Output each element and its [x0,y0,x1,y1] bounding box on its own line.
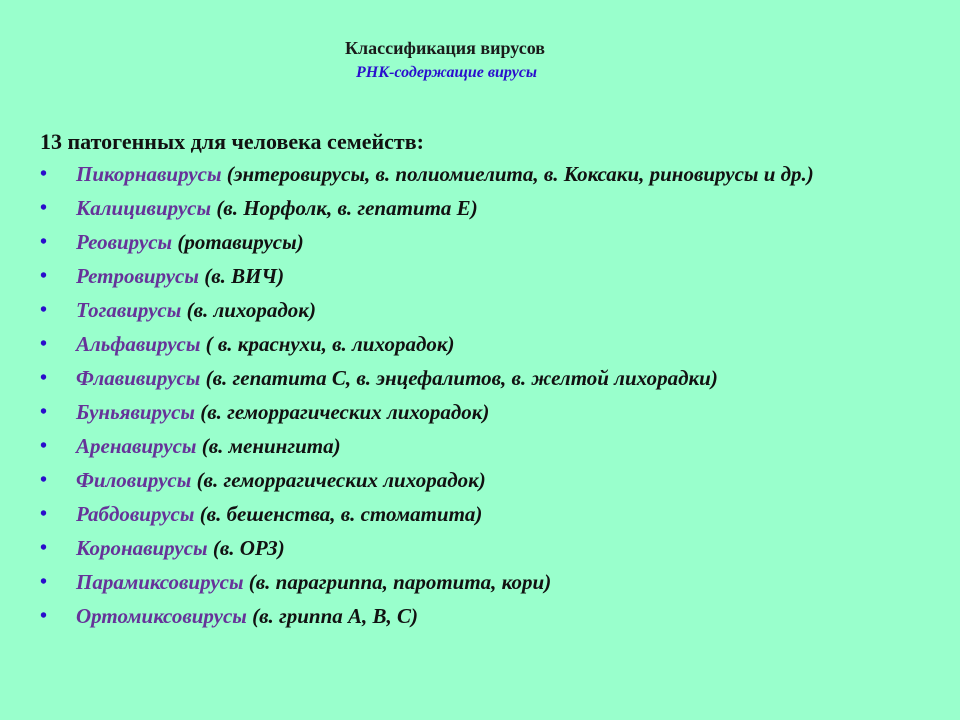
list-item [40,500,940,528]
list-item [40,398,940,426]
family-name: Альфавирусы [76,332,201,356]
family-name: Флавивирусы [76,366,201,390]
bullet-icon: • [40,571,48,593]
bullet-icon: • [40,469,48,491]
family-examples: (в. ВИЧ) [198,264,285,288]
list-item [40,364,940,392]
intro-heading: 13 патогенных для человека семейств: [40,129,424,154]
list-item [40,296,940,324]
family-examples: (в. гриппа А, В, С) [246,604,419,628]
family-examples: (в. геморрагических лихорадок) [191,468,486,492]
list-item [40,160,940,188]
family-name: Ретровирусы [76,264,199,288]
family-examples: (в. парагриппа, паротита, кори) [243,570,552,594]
list-item [40,262,940,290]
bullet-icon: • [40,367,48,389]
bullet-icon: • [40,163,48,185]
family-examples: (в. менингита) [196,434,341,458]
bullet-icon: • [40,197,48,219]
slide-title: Классификация вирусов [345,38,545,58]
family-name: Филовирусы [76,468,192,492]
family-examples: (в. Норфолк, в. гепатита Е) [211,196,478,220]
bullet-icon: • [40,231,48,253]
family-examples: (ротавирусы) [172,230,304,254]
family-examples: (в. геморрагических лихорадок) [194,400,490,424]
bullet-icon: • [40,299,48,321]
list-item [40,466,940,494]
family-name: Калицивирусы [76,196,212,220]
family-name: Рабдовирусы [76,502,195,526]
list-item [40,228,940,256]
family-name: Реовирусы [76,230,173,254]
list-item [40,330,940,358]
family-name: Аренавирусы [76,434,197,458]
family-name: Ортомиксовирусы [76,604,247,628]
bullet-icon: • [40,605,48,627]
bullet-icon: • [40,265,48,287]
list-item [40,534,940,562]
bullet-icon: • [40,333,48,355]
family-examples: (в. ОРЗ) [207,536,285,560]
family-name: Буньявирусы [76,400,195,424]
list-item [40,432,940,460]
family-name: Парамиксовирусы [76,570,244,594]
bullet-icon: • [40,401,48,423]
slide-subtitle: РНК-содержащие вирусы [356,64,538,81]
family-examples: (в. бешенства, в. стоматита) [194,502,483,526]
family-examples: ( в. краснухи, в. лихорадок) [200,332,455,356]
bullet-icon: • [40,537,48,559]
list-item [40,194,940,222]
list-item [40,568,940,596]
family-examples: (энтеровирусы, в. полиомиелита, в. Коксаки, риновирусы и др.) [221,162,814,186]
bullet-icon: • [40,503,48,525]
family-name: Пикорнавирусы [76,162,222,186]
family-name: Тогавирусы [76,298,182,322]
virus-family-list [40,160,940,636]
family-name: Коронавирусы [76,536,208,560]
family-examples: (в. гепатита С, в. энцефалитов, в. желтой лихорадки) [200,366,718,390]
family-examples: (в. лихорадок) [181,298,316,322]
bullet-icon: • [40,435,48,457]
list-item [40,602,940,630]
